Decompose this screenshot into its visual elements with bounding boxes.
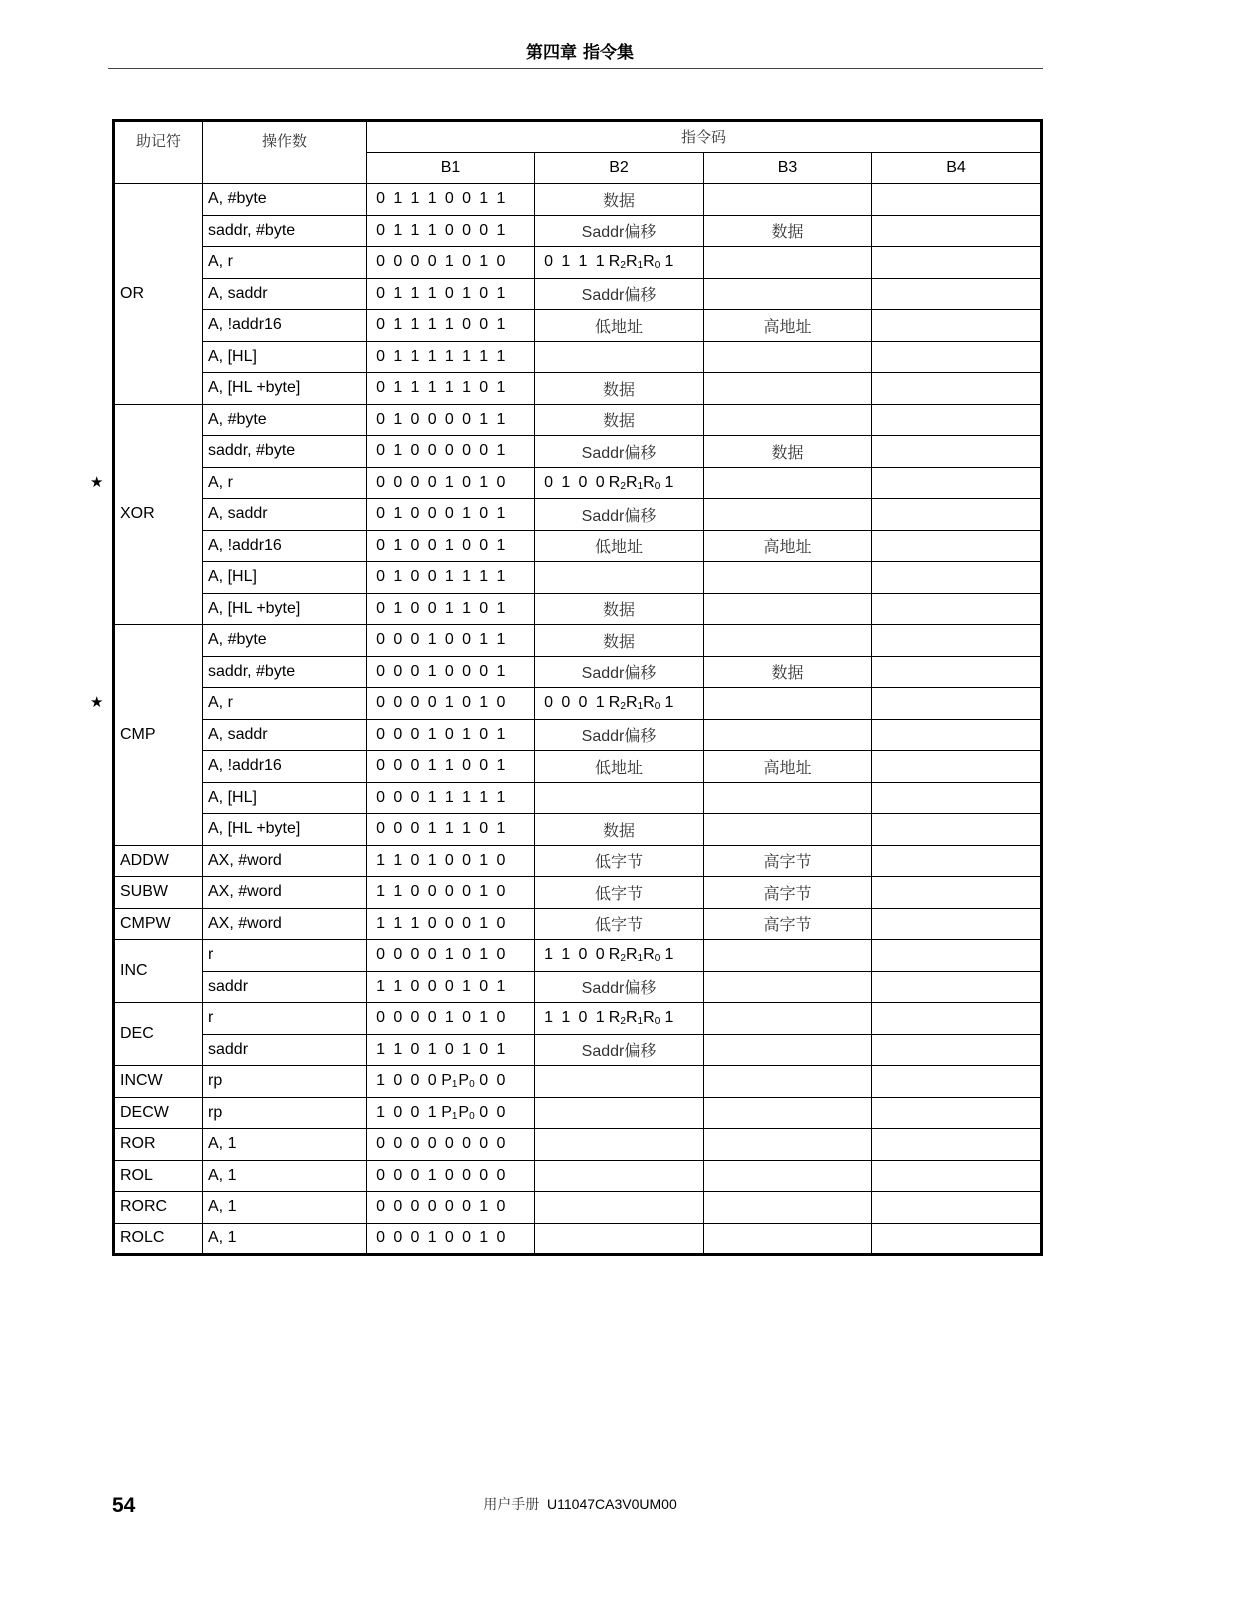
opcode-b4-cell <box>872 310 1042 342</box>
mnemonic-cell: ROR <box>114 1129 203 1161</box>
opcode-b2-cell <box>535 1160 704 1192</box>
operand-cell: A, #byte <box>203 184 367 216</box>
opcode-b3-cell <box>704 341 872 373</box>
operand-cell: r <box>203 940 367 972</box>
opcode-b1-cell: 0 0 0 1 0 1 0 1 <box>367 719 535 751</box>
opcode-b4-cell <box>872 940 1042 972</box>
opcode-b2-cell: Saddr偏移 <box>535 656 704 688</box>
opcode-b2-cell: 低地址 <box>535 751 704 783</box>
operand-cell: A, r <box>203 467 367 499</box>
opcode-b4-cell <box>872 341 1042 373</box>
opcode-b2-cell: 1 1 0 0 $R_2R_1R_0$ 1 <box>535 940 704 972</box>
table-row <box>114 278 1042 310</box>
opcode-b1-cell: 0 0 0 1 1 0 0 1 <box>367 751 535 783</box>
opcode-b2-cell: 0 1 1 1 $R_2R_1R_0$ 1 <box>535 247 704 279</box>
opcode-b1-cell: 1 1 0 1 0 1 0 1 <box>367 1034 535 1066</box>
mnemonic-cell: DECW <box>114 1097 203 1129</box>
opcode-b2-cell: 数据 <box>535 814 704 846</box>
opcode-b3-cell <box>704 1066 872 1098</box>
opcode-b4-cell <box>872 719 1042 751</box>
revision-star-icon: ★ <box>90 473 104 491</box>
opcode-b2-cell <box>535 1066 704 1098</box>
opcode-b2-cell: 数据 <box>535 404 704 436</box>
opcode-b3-cell: 高字节 <box>704 908 872 940</box>
operand-cell: A, 1 <box>203 1223 367 1255</box>
opcode-b1-cell: 0 0 0 1 0 0 0 1 <box>367 656 535 688</box>
header-b1: B1 <box>367 152 535 184</box>
opcode-b3-cell <box>704 278 872 310</box>
mnemonic-cell: OR <box>114 184 203 405</box>
mnemonic-cell: INC <box>114 940 203 1003</box>
opcode-b3-cell <box>704 499 872 531</box>
table-row <box>114 593 1042 625</box>
table-row <box>114 656 1042 688</box>
opcode-b2-cell: 低地址 <box>535 530 704 562</box>
table-row <box>114 751 1042 783</box>
opcode-b4-cell <box>872 499 1042 531</box>
table-row <box>114 341 1042 373</box>
opcode-b3-cell <box>704 593 872 625</box>
opcode-b2-cell: 低字节 <box>535 877 704 909</box>
opcode-b2-cell: Saddr偏移 <box>535 719 704 751</box>
operand-cell: A, #byte <box>203 404 367 436</box>
operand-cell: A, [HL] <box>203 341 367 373</box>
instruction-table <box>112 119 1043 1256</box>
header-mnemonic: 助记符 <box>114 121 203 184</box>
table-row <box>114 1192 1042 1224</box>
opcode-b4-cell <box>872 1160 1042 1192</box>
opcode-b4-cell <box>872 184 1042 216</box>
opcode-b4-cell <box>872 751 1042 783</box>
opcode-b2-cell: Saddr偏移 <box>535 436 704 468</box>
table-row <box>114 247 1042 279</box>
opcode-b1-cell: 0 1 1 1 1 1 0 1 <box>367 373 535 405</box>
table-row <box>114 215 1042 247</box>
mnemonic-cell: INCW <box>114 1066 203 1098</box>
opcode-b2-cell: 低地址 <box>535 310 704 342</box>
operand-cell: A, [HL] <box>203 562 367 594</box>
opcode-b2-cell: Saddr偏移 <box>535 1034 704 1066</box>
operand-cell: A, 1 <box>203 1160 367 1192</box>
mnemonic-cell: CMPW <box>114 908 203 940</box>
opcode-b3-cell <box>704 247 872 279</box>
opcode-b2-cell: 1 1 0 1 $R_2R_1R_0$ 1 <box>535 1003 704 1035</box>
operand-cell: rp <box>203 1066 367 1098</box>
opcode-b3-cell <box>704 562 872 594</box>
opcode-b1-cell: 1 1 0 0 0 0 1 0 <box>367 877 535 909</box>
opcode-b2-cell: 数据 <box>535 184 704 216</box>
operand-cell: A, 1 <box>203 1192 367 1224</box>
opcode-b4-cell <box>872 908 1042 940</box>
opcode-b1-cell: 0 1 1 1 1 1 1 1 <box>367 341 535 373</box>
opcode-b1-cell: 0 1 1 1 0 0 1 1 <box>367 184 535 216</box>
table-row <box>114 940 1042 972</box>
operand-cell: A, 1 <box>203 1129 367 1161</box>
header-b3: B3 <box>704 152 872 184</box>
opcode-b4-cell <box>872 1129 1042 1161</box>
opcode-b1-cell: 0 1 0 0 0 0 1 1 <box>367 404 535 436</box>
operand-cell: A, [HL +byte] <box>203 593 367 625</box>
opcode-b3-cell: 数据 <box>704 215 872 247</box>
footer-manual-label: 用户手册 <box>483 1497 540 1513</box>
header-operand: 操作数 <box>203 121 367 184</box>
operand-cell: AX, #word <box>203 877 367 909</box>
opcode-b2-cell: 0 0 0 1 $R_2R_1R_0$ 1 <box>535 688 704 720</box>
opcode-b2-cell: 低字节 <box>535 845 704 877</box>
opcode-b4-cell <box>872 656 1042 688</box>
instruction-table-body <box>114 184 1042 1255</box>
page-number: 54 <box>112 1494 136 1517</box>
table-row <box>114 1003 1042 1035</box>
mnemonic-cell: ROLC <box>114 1223 203 1255</box>
opcode-b3-cell <box>704 1160 872 1192</box>
operand-cell: r <box>203 1003 367 1035</box>
opcode-b2-cell <box>535 1223 704 1255</box>
table-row <box>114 625 1042 657</box>
opcode-b3-cell <box>704 1034 872 1066</box>
operand-cell: A, saddr <box>203 278 367 310</box>
table-row <box>114 845 1042 877</box>
opcode-b1-cell: 0 1 0 0 0 1 0 1 <box>367 499 535 531</box>
table-row <box>114 530 1042 562</box>
operand-cell: saddr <box>203 971 367 1003</box>
opcode-b1-cell: 1 0 0 0 $P_1P_0$ 0 0 <box>367 1066 535 1098</box>
opcode-b2-cell <box>535 1192 704 1224</box>
opcode-b3-cell <box>704 971 872 1003</box>
opcode-b4-cell <box>872 625 1042 657</box>
opcode-b1-cell: 0 1 0 0 1 1 0 1 <box>367 593 535 625</box>
mnemonic-cell: DEC <box>114 1003 203 1066</box>
opcode-b1-cell: 0 1 0 0 1 0 0 1 <box>367 530 535 562</box>
opcode-b4-cell <box>872 373 1042 405</box>
table-row <box>114 1034 1042 1066</box>
opcode-b1-cell: 0 0 0 0 1 0 1 0 <box>367 247 535 279</box>
opcode-b3-cell: 高字节 <box>704 845 872 877</box>
opcode-b2-cell: 0 1 0 0 $R_2R_1R_0$ 1 <box>535 467 704 499</box>
opcode-b2-cell: 数据 <box>535 593 704 625</box>
table-row <box>114 1160 1042 1192</box>
opcode-b2-cell <box>535 1129 704 1161</box>
opcode-b4-cell <box>872 1192 1042 1224</box>
opcode-b2-cell: Saddr偏移 <box>535 278 704 310</box>
opcode-b1-cell: 1 1 1 0 0 0 1 0 <box>367 908 535 940</box>
opcode-b3-cell <box>704 1129 872 1161</box>
mnemonic-cell: SUBW <box>114 877 203 909</box>
revision-star-icon: ★ <box>90 694 104 712</box>
operand-cell: A, [HL +byte] <box>203 814 367 846</box>
opcode-b3-cell <box>704 688 872 720</box>
opcode-b1-cell: 0 1 1 1 1 0 0 1 <box>367 310 535 342</box>
opcode-b3-cell <box>704 373 872 405</box>
opcode-b3-cell <box>704 404 872 436</box>
table-row <box>114 719 1042 751</box>
opcode-b1-cell: 1 1 0 1 0 0 1 0 <box>367 845 535 877</box>
operand-cell: saddr, #byte <box>203 656 367 688</box>
opcode-b2-cell: Saddr偏移 <box>535 499 704 531</box>
opcode-b4-cell <box>872 247 1042 279</box>
opcode-b3-cell: 高字节 <box>704 877 872 909</box>
operand-cell: A, r <box>203 688 367 720</box>
header-b2: B2 <box>535 152 704 184</box>
opcode-b4-cell <box>872 530 1042 562</box>
operand-cell: rp <box>203 1097 367 1129</box>
table-row <box>114 310 1042 342</box>
opcode-b3-cell <box>704 782 872 814</box>
opcode-b3-cell <box>704 184 872 216</box>
header-divider <box>108 68 1043 69</box>
opcode-b4-cell <box>872 782 1042 814</box>
mnemonic-cell: ADDW <box>114 845 203 877</box>
opcode-b4-cell <box>872 845 1042 877</box>
operand-cell: saddr, #byte <box>203 436 367 468</box>
opcode-b1-cell: 0 0 0 0 0 0 0 0 <box>367 1129 535 1161</box>
opcode-b4-cell <box>872 278 1042 310</box>
page-header-title: 第四章 指令集 <box>526 43 634 63</box>
opcode-b1-cell: 0 1 0 0 0 0 0 1 <box>367 436 535 468</box>
table-row <box>114 688 1042 720</box>
table-row <box>114 499 1042 531</box>
operand-cell: A, [HL +byte] <box>203 373 367 405</box>
mnemonic-cell: XOR <box>114 404 203 625</box>
opcode-b3-cell <box>704 1003 872 1035</box>
table-row <box>114 1066 1042 1098</box>
opcode-b1-cell: 0 0 0 0 1 0 1 0 <box>367 940 535 972</box>
table-row <box>114 782 1042 814</box>
opcode-b1-cell: 0 1 1 1 0 0 0 1 <box>367 215 535 247</box>
opcode-b1-cell: 0 1 1 1 0 1 0 1 <box>367 278 535 310</box>
opcode-b2-cell <box>535 341 704 373</box>
mnemonic-cell: ROL <box>114 1160 203 1192</box>
operand-cell: A, !addr16 <box>203 310 367 342</box>
header-opcode: 指令码 <box>367 121 1042 153</box>
opcode-b3-cell <box>704 940 872 972</box>
opcode-b4-cell <box>872 436 1042 468</box>
opcode-b1-cell: 0 1 0 0 1 1 1 1 <box>367 562 535 594</box>
operand-cell: saddr, #byte <box>203 215 367 247</box>
opcode-b3-cell: 高地址 <box>704 751 872 783</box>
opcode-b1-cell: 0 0 0 0 1 0 1 0 <box>367 1003 535 1035</box>
opcode-b4-cell <box>872 215 1042 247</box>
opcode-b1-cell: 0 0 0 0 1 0 1 0 <box>367 467 535 499</box>
opcode-b2-cell <box>535 562 704 594</box>
opcode-b2-cell: Saddr偏移 <box>535 215 704 247</box>
operand-cell: A, !addr16 <box>203 751 367 783</box>
opcode-b2-cell: 数据 <box>535 625 704 657</box>
operand-cell: AX, #word <box>203 908 367 940</box>
opcode-b1-cell: 0 0 0 1 0 0 0 0 <box>367 1160 535 1192</box>
table-row <box>114 1223 1042 1255</box>
opcode-b3-cell: 高地址 <box>704 530 872 562</box>
opcode-b4-cell <box>872 1034 1042 1066</box>
opcode-b1-cell: 0 0 0 0 1 0 1 0 <box>367 688 535 720</box>
operand-cell: A, #byte <box>203 625 367 657</box>
operand-cell: A, saddr <box>203 719 367 751</box>
opcode-b3-cell <box>704 625 872 657</box>
opcode-b4-cell <box>872 1066 1042 1098</box>
table-row <box>114 404 1042 436</box>
opcode-b4-cell <box>872 1003 1042 1035</box>
opcode-b3-cell <box>704 1097 872 1129</box>
header-b4: B4 <box>872 152 1042 184</box>
table-row <box>114 1097 1042 1129</box>
table-row <box>114 908 1042 940</box>
opcode-b2-cell <box>535 782 704 814</box>
opcode-b4-cell <box>872 467 1042 499</box>
opcode-b1-cell: 1 0 0 1 $P_1P_0$ 0 0 <box>367 1097 535 1129</box>
opcode-b1-cell: 0 0 0 1 1 1 1 1 <box>367 782 535 814</box>
opcode-b3-cell: 高地址 <box>704 310 872 342</box>
opcode-b4-cell <box>872 688 1042 720</box>
opcode-b4-cell <box>872 971 1042 1003</box>
table-row <box>114 436 1042 468</box>
operand-cell: AX, #word <box>203 845 367 877</box>
opcode-b3-cell <box>704 467 872 499</box>
opcode-b2-cell: 低字节 <box>535 908 704 940</box>
opcode-b1-cell: 0 0 0 1 1 1 0 1 <box>367 814 535 846</box>
table-row <box>114 971 1042 1003</box>
opcode-b4-cell <box>872 562 1042 594</box>
operand-cell: A, !addr16 <box>203 530 367 562</box>
operand-cell: A, r <box>203 247 367 279</box>
opcode-b4-cell <box>872 404 1042 436</box>
table-row <box>114 373 1042 405</box>
table-row <box>114 1129 1042 1161</box>
table-row <box>114 562 1042 594</box>
opcode-b4-cell <box>872 593 1042 625</box>
operand-cell: A, [HL] <box>203 782 367 814</box>
opcode-b3-cell <box>704 719 872 751</box>
opcode-b2-cell: 数据 <box>535 373 704 405</box>
opcode-b1-cell: 1 1 0 0 0 1 0 1 <box>367 971 535 1003</box>
opcode-b3-cell: 数据 <box>704 656 872 688</box>
mnemonic-cell: CMP <box>114 625 203 846</box>
table-row <box>114 184 1042 216</box>
operand-cell: saddr <box>203 1034 367 1066</box>
footer-doc-label <box>0 1494 1160 1514</box>
opcode-b2-cell <box>535 1097 704 1129</box>
operand-cell: A, saddr <box>203 499 367 531</box>
opcode-b2-cell: Saddr偏移 <box>535 971 704 1003</box>
opcode-b4-cell <box>872 877 1042 909</box>
opcode-b1-cell: 0 0 0 1 0 0 1 0 <box>367 1223 535 1255</box>
opcode-b3-cell <box>704 1192 872 1224</box>
opcode-b3-cell <box>704 814 872 846</box>
table-row <box>114 814 1042 846</box>
opcode-b1-cell: 0 0 0 1 0 0 1 1 <box>367 625 535 657</box>
opcode-b4-cell <box>872 814 1042 846</box>
opcode-b3-cell: 数据 <box>704 436 872 468</box>
table-row <box>114 467 1042 499</box>
table-row <box>114 877 1042 909</box>
mnemonic-cell: RORC <box>114 1192 203 1224</box>
footer-doc-code: U11047CA3V0UM00 <box>547 1496 677 1512</box>
opcode-b1-cell: 0 0 0 0 0 0 1 0 <box>367 1192 535 1224</box>
opcode-b4-cell <box>872 1097 1042 1129</box>
opcode-b4-cell <box>872 1223 1042 1255</box>
opcode-b3-cell <box>704 1223 872 1255</box>
